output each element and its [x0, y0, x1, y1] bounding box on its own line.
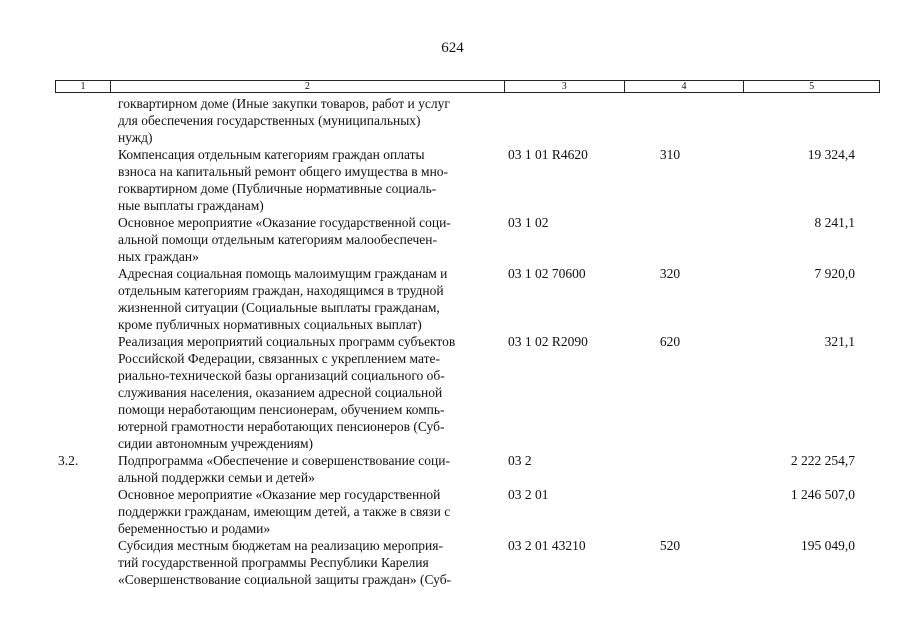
- description-line: жизненной ситуации (Социальные выплаты гражданам,: [118, 300, 440, 315]
- table-row: [0, 537, 905, 588]
- table-row: [0, 265, 905, 333]
- table-row: [0, 452, 905, 486]
- description-line: «Совершенствование социальной защиты граждан» (Суб-: [118, 572, 452, 587]
- description-line: взноса на капитальный ремонт общего имущества в мно-: [118, 164, 449, 179]
- row-code: 03 2: [508, 453, 532, 468]
- row-description: [118, 95, 496, 146]
- row-sum: 19 324,4: [807, 147, 855, 162]
- row-code: 03 1 02 70600: [508, 266, 586, 281]
- row-code: 03 1 01 R4620: [508, 147, 588, 162]
- row-sum: 321,1: [824, 334, 855, 349]
- description-line: помощи неработающим пенсионерам, обучением компь-: [118, 402, 445, 417]
- table-row: [0, 146, 905, 214]
- row-code: 03 2 01 43210: [508, 538, 586, 553]
- description-line: отдельным категориям граждан, находящимся в трудной: [118, 283, 444, 298]
- row-description: [118, 146, 496, 214]
- row-code: 03 2 01: [508, 487, 549, 502]
- row-sum: 1 246 507,0: [790, 487, 855, 502]
- row-description: [118, 486, 496, 537]
- table-row: [0, 95, 905, 146]
- row-sum: 195 049,0: [801, 538, 855, 553]
- table-row: [0, 214, 905, 265]
- row-description: [118, 265, 496, 333]
- row-expense-type: 310: [659, 147, 681, 162]
- description-line: поддержки гражданам, имеющим детей, а также в связи с: [118, 504, 451, 519]
- description-line: ные выплаты гражданам): [118, 198, 264, 213]
- description-line: альной помощи отдельным категориям малообеспечен-: [118, 232, 437, 247]
- row-description: [118, 214, 496, 265]
- description-line: беременностью и родами»: [118, 521, 271, 536]
- description-line: сидии автономным учреждениям): [118, 436, 314, 451]
- column-header-1: 1: [56, 81, 111, 92]
- description-line: Компенсация отдельным категориям граждан оплаты: [118, 147, 425, 162]
- table-body: [0, 95, 905, 588]
- row-number: 3.2.: [58, 453, 79, 468]
- row-sum: 7 920,0: [814, 266, 855, 281]
- description-line: Субсидия местным бюджетам на реализацию мероприя-: [118, 538, 443, 553]
- page-number: 624: [441, 40, 464, 56]
- column-header-3: 3: [505, 81, 625, 92]
- description-line: гоквартирном доме (Иные закупки товаров, работ и услуг: [118, 96, 450, 111]
- description-line: Основное мероприятие «Оказание государственной соци-: [118, 215, 451, 230]
- description-line: служивания населения, оказанием адресной социальной: [118, 385, 443, 400]
- description-line: Российской Федерации, связанных с укреплением мате-: [118, 351, 440, 366]
- description-line: кроме публичных нормативных социальных выплат): [118, 317, 422, 332]
- description-line: Основное мероприятие «Оказание мер государственной: [118, 487, 441, 502]
- description-line: для обеспечения государственных (муниципальных): [118, 113, 421, 128]
- description-line: альной поддержки семьи и детей»: [118, 470, 315, 485]
- row-code: 03 1 02: [508, 215, 549, 230]
- row-expense-type: 520: [659, 538, 681, 553]
- description-line: Подпрограмма «Обеспечение и совершенствование соци-: [118, 453, 450, 468]
- description-line: риально-технической базы организаций социального об-: [118, 368, 445, 383]
- table-row: [0, 486, 905, 537]
- description-line: тий государственной программы Республики Карелия: [118, 555, 429, 570]
- column-header-4: 4: [625, 81, 745, 92]
- description-line: Реализация мероприятий социальных программ субъектов: [118, 334, 456, 349]
- column-header-5: 5: [809, 81, 815, 92]
- row-sum: 8 241,1: [814, 215, 855, 230]
- row-description: [118, 333, 496, 452]
- description-line: гоквартирном доме (Публичные нормативные социаль-: [118, 181, 437, 196]
- column-header-2: 2: [111, 81, 505, 92]
- row-expense-type: 620: [659, 334, 681, 349]
- description-line: нужд): [118, 130, 153, 145]
- row-description: [118, 537, 496, 588]
- table-row: [0, 333, 905, 452]
- row-description: [118, 452, 496, 486]
- description-line: ных граждан»: [118, 249, 199, 264]
- description-line: ютерной грамотности неработающих пенсионеров (Суб-: [118, 419, 445, 434]
- row-expense-type: 320: [659, 266, 681, 281]
- description-line: Адресная социальная помощь малоимущим гражданам и: [118, 266, 448, 281]
- table-header: [55, 80, 880, 93]
- row-sum: 2 222 254,7: [790, 453, 855, 468]
- row-code: 03 1 02 R2090: [508, 334, 588, 349]
